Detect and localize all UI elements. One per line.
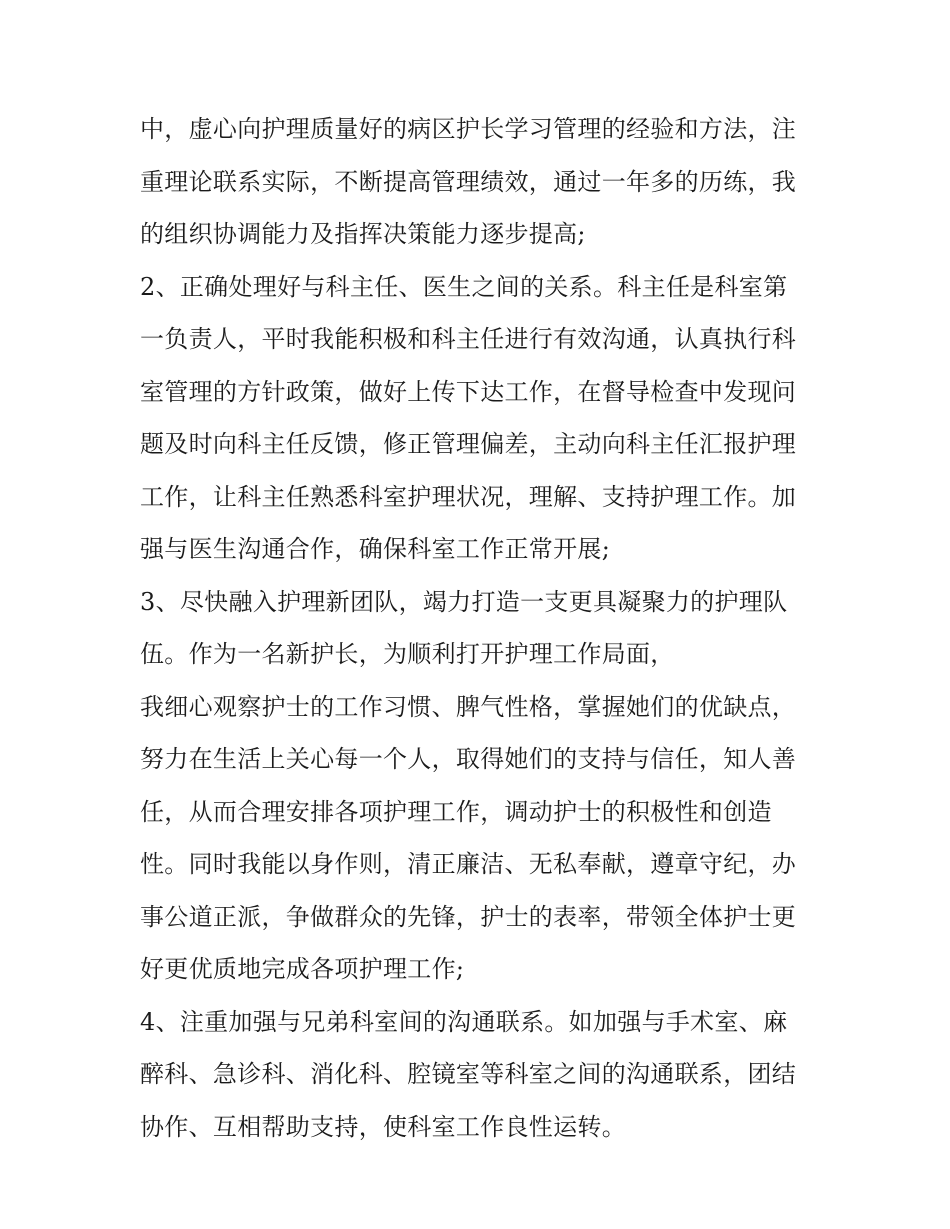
text-line: 重理论联系实际，不断提高管理绩效，通过一年多的历练，我: [140, 167, 797, 196]
document-body: [140, 108, 820, 1158]
text-line: 的组织协调能力及指挥决策能力逐步提高;: [140, 220, 586, 248]
text-line: 事公道正派，争做群众的先锋，护士的表率，带领全体护士更: [140, 902, 797, 931]
text-line: 2、正确处理好与科主任、医生之间的关系。科主任是科室第: [140, 272, 788, 301]
text-line: 中，虚心向护理质量好的病区护长学习管理的经验和方法，注: [140, 115, 797, 143]
text-line: 努力在生活上关心每一个人，取得她们的支持与信任，知人善: [140, 745, 797, 773]
text-line: 伍。作为一名新护长，为顺利打开护理工作局面，: [140, 640, 675, 668]
text-line: 性。同时我能以身作则，清正廉洁、无私奉献，遵章守纪，办: [140, 850, 797, 878]
text-line: 协作、互相帮助支持，使科室工作良性运转。: [140, 1112, 626, 1141]
text-line: 好更优质地完成各项护理工作;: [140, 955, 465, 983]
text-line: 4、注重加强与兄弟科室间的沟通联系。如加强与手术室、麻: [140, 1007, 788, 1036]
text-line: 强与医生沟通合作，确保科室工作正常开展;: [140, 535, 611, 563]
text-line: 3、尽快融入护理新团队，竭力打造一支更具凝聚力的护理队: [140, 587, 788, 616]
text-line: 题及时向科主任反馈，修正管理偏差，主动向科主任汇报护理: [140, 430, 797, 458]
text-line: 我细心观察护士的工作习惯、脾气性格，掌握她们的优缺点，: [140, 692, 797, 721]
text-line: 室管理的方针政策，做好上传下达工作，在督导检查中发现问: [140, 377, 797, 406]
text-line: 一负责人，平时我能积极和科主任进行有效沟通，认真执行科: [140, 325, 797, 353]
text-line: 工作，让科主任熟悉科室护理状况，理解、支持护理工作。加: [140, 482, 797, 511]
text-line: 醉科、急诊科、消化科、腔镜室等科室之间的沟通联系，团结: [140, 1060, 797, 1088]
text-line: 任，从而合理安排各项护理工作，调动护士的积极性和创造: [140, 797, 772, 826]
